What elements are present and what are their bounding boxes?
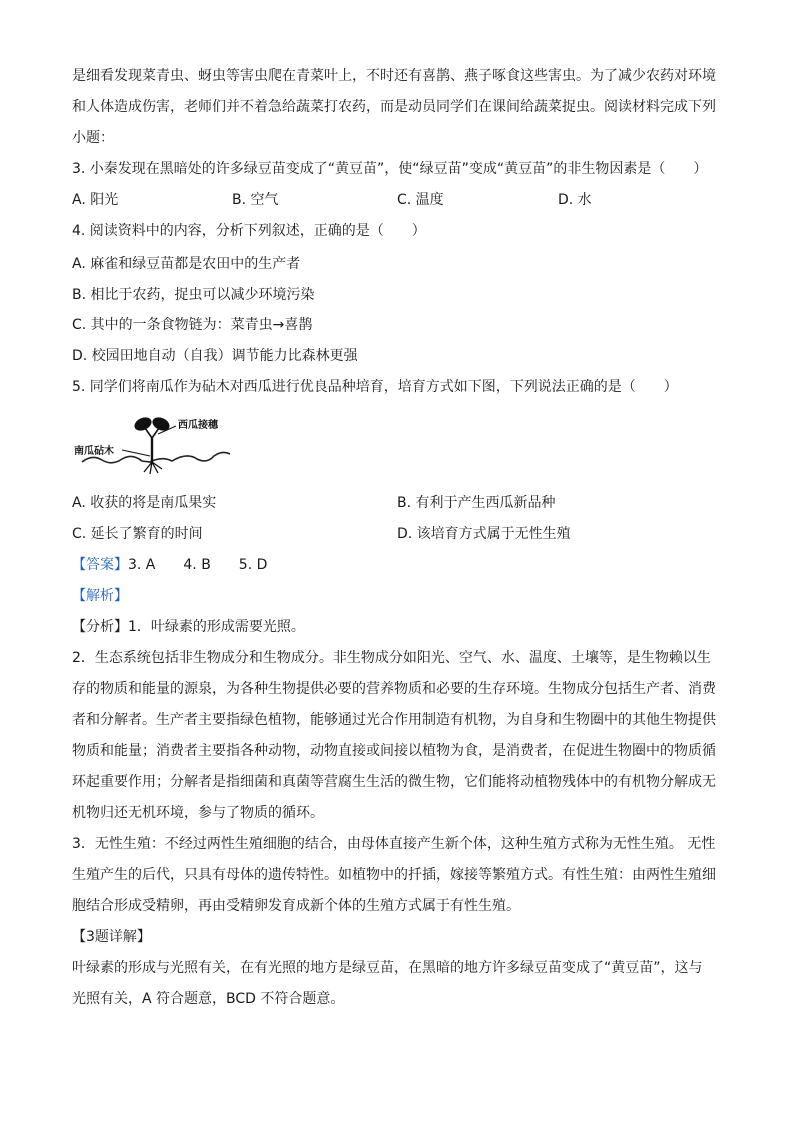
intro-line-2: 和人体造成伤害，老师们并不着急给蔬菜打农药，而是动员同学们在课间给蔬菜捉虫。阅读材料完成下列 (72, 99, 716, 115)
analysis-line-6: 环起重要作用；分解者是指细菌和真菌等营腐生生活的微生物，它们能将动植物残体中的有机物分解成无 (72, 774, 716, 790)
analysis-line-5: 物质和能量；消费者主要指各种动物，动物直接或间接以植物为食，是消费者，在促进生物圈中的物质循 (72, 743, 716, 759)
scion-label: 西瓜接穗 (178, 420, 218, 431)
grafting-illustration (72, 412, 262, 482)
grafting-figure (72, 412, 262, 482)
q3-stem: 3. 小秦发现在黑暗处的许多绿豆苗变成了“黄豆苗”，使“绿豆苗”变成“黄豆苗”的非生物因素是（ ） (72, 161, 708, 177)
q4-option-d: D. 校园田地自动（自我）调节能力比森林更强 (72, 348, 358, 364)
left-leaf (132, 415, 153, 433)
q5-option-b: B. 有利于产生西瓜新品种 (397, 495, 556, 511)
analysis-line-10: 胞结合形成受精卵，再由受精卵发育成新个体的生殖方式属于有性生殖。 (72, 898, 520, 914)
rootstock-label: 南瓜砧木 (74, 446, 114, 457)
q3-option-d: D. 水 (558, 192, 592, 208)
roots (144, 462, 162, 474)
detail3-line-2: 光照有关，A 符合题意，BCD 不符合题意。 (72, 991, 345, 1007)
analysis-line-2: 2．生态系统包括非生物成分和生物成分。非生物成分如阳光、空气、水、温度、土壤等，是生物赖以生 (72, 650, 711, 666)
analysis-line-9: 生殖产生的后代，只具有母体的遗传特性。如植物中的扦插，嫁接等繁殖方式。有性生殖：由两性生殖细 (72, 867, 716, 883)
q5-option-a: A. 收获的将是南瓜果实 (72, 495, 217, 511)
q4-option-a: A. 麻雀和绿豆苗都是农田中的生产者 (72, 256, 301, 272)
intro-line-3: 小题： (72, 130, 114, 146)
answer-tag: 【答案】 (72, 557, 128, 573)
intro-line-1: 是细看发现菜青虫、蚜虫等害虫爬在青菜叶上，不时还有喜鹊、燕子啄食这些害虫。为了减少农药对环境 (72, 68, 716, 84)
analysis-tag: 【解析】 (72, 588, 128, 604)
right-leaf (150, 415, 171, 433)
q3-option-c: C. 温度 (397, 192, 444, 208)
q5-option-d: D. 该培育方式属于无性生殖 (397, 526, 571, 542)
q5-option-c: C. 延长了繁育的时间 (72, 526, 203, 542)
answer-text: 3. A 4. B 5. D (128, 557, 268, 573)
analysis-line-4: 者和分解者。生产者主要指绿色植物，能够通过光合作用制造有机物，为自身和生物圈中的其他生物提供 (72, 712, 716, 728)
q4-option-c: C. 其中的一条食物链为：菜青虫→喜鹊 (72, 317, 313, 333)
q4-stem: 4. 阅读资料中的内容，分析下列叙述，正确的是（ ） (72, 223, 426, 239)
analysis-line-3: 存的物质和能量的源泉，为各种生物提供必要的营养物质和必要的生存环境。生物成分包括生产者、消费 (72, 681, 716, 697)
q3-option-a: A. 阳光 (72, 192, 119, 208)
detail3-tag: 【3题详解】 (72, 929, 151, 945)
rootstock-pointer (122, 450, 150, 456)
q3-option-b: B. 空气 (232, 192, 279, 208)
analysis-line-8: 3．无性生殖：不经过两性生殖细胞的结合，由母体直接产生新个体，这种生殖方式称为无性生殖。 无性 (72, 836, 716, 852)
q5-stem: 5. 同学们将南瓜作为砧木对西瓜进行优良品种培育，培育方式如下图，下列说法正确的是（ ） (72, 379, 678, 395)
analysis-line-7: 机物归还无机环境，参与了物质的循环。 (72, 805, 324, 821)
q4-option-b: B. 相比于农药，捉虫可以减少环境污染 (72, 287, 315, 303)
answer-line (72, 555, 267, 575)
detail3-line-1: 叶绿素的形成与光照有关，在有光照的地方是绿豆苗，在黑暗的地方许多绿豆苗变成了“黄豆苗”，这与 (72, 960, 703, 976)
analysis-line-1: 【分析】1．叶绿素的形成需要光照。 (72, 619, 305, 635)
